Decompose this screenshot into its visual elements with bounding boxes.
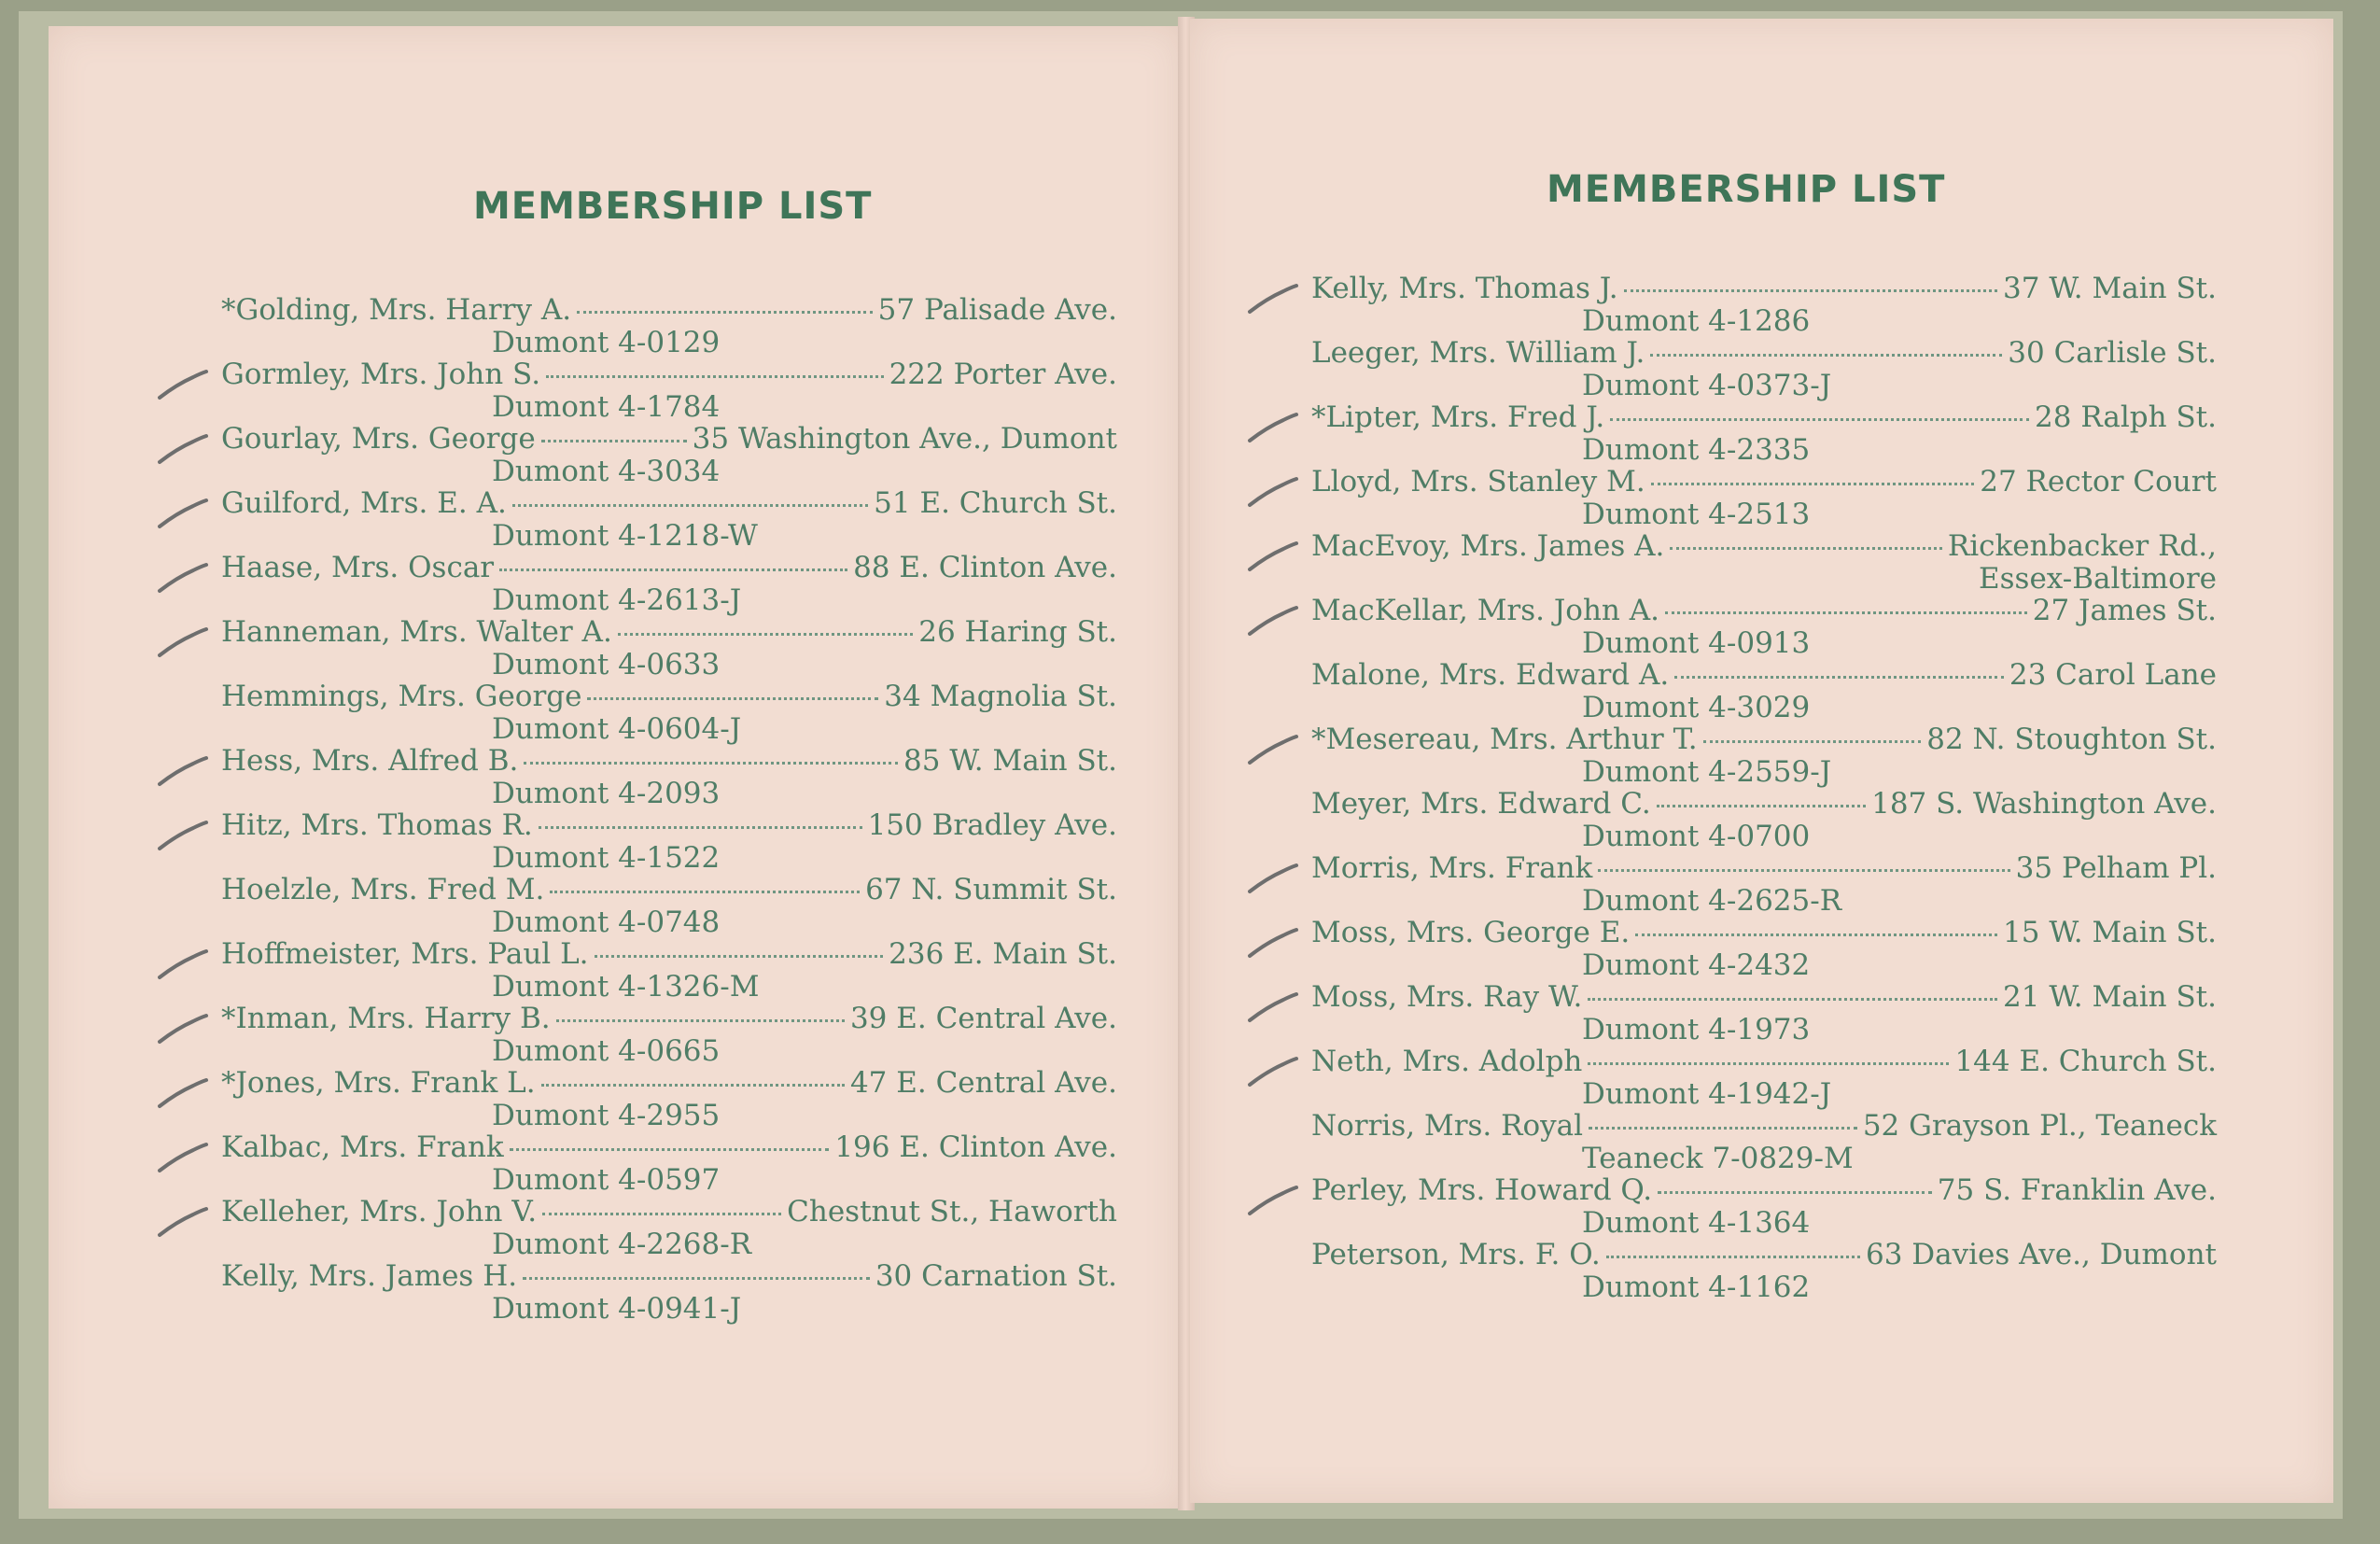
list-item (1311, 271, 2217, 338)
member-name: Guilford, Mrs. E. A. (221, 486, 507, 520)
dotted-leader (1589, 1127, 1857, 1130)
dotted-leader (541, 1084, 845, 1087)
pencil-checkmark-icon (1246, 915, 1302, 961)
dotted-leader (541, 440, 687, 442)
member-phone: Dumont 4-0129 (492, 326, 721, 359)
dotted-leader (595, 955, 884, 958)
member-address: 34 Magnolia St. (884, 680, 1117, 713)
member-phone: Dumont 4-1286 (1582, 304, 1811, 338)
list-item (1311, 915, 2217, 982)
entry-line (221, 292, 1117, 328)
list-item (221, 614, 1117, 679)
member-phone: Dumont 4-3029 (1582, 691, 1811, 724)
member-address: 187 S. Washington Ave. (1871, 787, 2217, 821)
member-name: Hess, Mrs. Alfred B. (221, 744, 519, 778)
member-name: Perley, Mrs. Howard Q. (1311, 1173, 1653, 1207)
member-phone: Dumont 4-1522 (492, 841, 721, 875)
pencil-checkmark-icon (1246, 400, 1302, 446)
member-address: 88 E. Clinton Ave. (853, 551, 1117, 584)
dotted-leader (577, 311, 873, 314)
entry-line (221, 1194, 1117, 1229)
dotted-leader (1635, 933, 1997, 936)
member-name: Kelly, Mrs. James H. (221, 1259, 518, 1293)
member-address: 26 Haring St. (918, 615, 1117, 649)
pencil-checkmark-icon (1246, 1172, 1302, 1219)
dotted-leader (510, 1148, 830, 1151)
entry-line (1311, 271, 2217, 306)
member-phone: Dumont 4-2093 (492, 777, 721, 810)
member-address: 28 Ralph St. (2035, 400, 2217, 434)
member-phone: Dumont 4-2955 (492, 1099, 721, 1132)
pencil-checkmark-icon (156, 357, 212, 403)
dotted-leader (1658, 1191, 1932, 1194)
entry-line (1311, 979, 2217, 1015)
dotted-leader (1650, 354, 2002, 357)
member-address: 236 E. Main St. (889, 937, 1117, 971)
member-address: 222 Porter Ave. (889, 358, 1117, 391)
member-name: Kelleher, Mrs. John V. (221, 1195, 538, 1228)
pencil-checkmark-icon (156, 743, 212, 790)
member-name: Haase, Mrs. Oscar (221, 551, 495, 584)
entry-line (1311, 657, 2217, 693)
list-item (1311, 464, 2217, 531)
entry-line (221, 872, 1117, 907)
list-item (221, 485, 1117, 553)
dotted-leader (1610, 418, 2029, 421)
list-item (1311, 593, 2217, 660)
member-name: Kelly, Mrs. Thomas J. (1311, 272, 1618, 305)
member-name: Kalbac, Mrs. Frank (221, 1130, 504, 1164)
member-phone: Dumont 4-2268-R (492, 1228, 752, 1261)
member-name: Lloyd, Mrs. Stanley M. (1311, 465, 1645, 498)
member-phone: Teaneck 7-0829-M (1582, 1142, 1854, 1175)
list-item (221, 807, 1117, 875)
dotted-leader (546, 375, 884, 378)
dotted-leader (523, 1277, 870, 1280)
dotted-leader (499, 568, 847, 571)
member-address: 82 N. Stoughton St. (1926, 723, 2217, 756)
list-item (221, 292, 1117, 357)
dotted-leader (1670, 547, 1942, 550)
dotted-leader (1624, 289, 1997, 292)
list-item (1311, 528, 2217, 596)
member-name: Morris, Mrs. Frank (1311, 851, 1593, 885)
member-phone: Dumont 4-2613-J (492, 583, 742, 617)
member-phone: Dumont 4-1973 (1582, 1013, 1811, 1046)
member-name: Moss, Mrs. Ray W. (1311, 980, 1583, 1014)
entry-line (221, 936, 1117, 972)
dotted-leader (1606, 1256, 1860, 1258)
dotted-leader (1588, 998, 1997, 1001)
list-item (221, 1258, 1117, 1326)
list-item (1311, 335, 2217, 400)
member-address: 27 James St. (2032, 594, 2217, 627)
member-phone: Dumont 4-0700 (1582, 820, 1811, 853)
member-phone: Dumont 4-1162 (1582, 1270, 1811, 1304)
member-address: 63 Davies Ave., Dumont (1865, 1238, 2217, 1271)
entry-line (1311, 1172, 2217, 1208)
member-address: 35 Pelham Pl. (2015, 851, 2217, 885)
list-item (221, 1194, 1117, 1261)
entry-line (221, 550, 1117, 585)
dotted-leader (524, 762, 898, 765)
entry-line (221, 807, 1117, 843)
dotted-leader (587, 697, 878, 700)
entry-line (221, 1130, 1117, 1165)
member-name: Neth, Mrs. Adolph (1311, 1045, 1583, 1078)
list-item (221, 679, 1117, 746)
entry-line (221, 679, 1117, 714)
membership-list (221, 292, 1117, 1326)
list-item (1311, 850, 2217, 918)
list-item (1311, 1172, 2217, 1240)
member-phone: Dumont 4-0665 (492, 1034, 721, 1068)
pencil-checkmark-icon (156, 550, 212, 597)
member-address: 75 S. Franklin Ave. (1937, 1173, 2217, 1207)
member-address: 30 Carnation St. (875, 1259, 1117, 1293)
entry-line (221, 614, 1117, 650)
member-phone: Dumont 4-1784 (492, 390, 721, 424)
member-phone: Dumont 4-1326-M (492, 970, 760, 1004)
member-phone: Dumont 4-1942-J (1582, 1077, 1832, 1111)
member-address: 150 Bradley Ave. (867, 808, 1117, 842)
member-name: Hitz, Mrs. Thomas R. (221, 808, 533, 842)
pencil-checkmark-icon (156, 807, 212, 854)
member-phone: Dumont 4-2432 (1582, 948, 1811, 982)
entry-line (1311, 400, 2217, 435)
entry-line (1311, 850, 2217, 886)
dotted-leader (556, 1019, 845, 1022)
member-address: 39 E. Central Ave. (849, 1002, 1117, 1035)
pencil-checkmark-icon (156, 1194, 212, 1241)
member-name: Hoffmeister, Mrs. Paul L. (221, 937, 589, 971)
member-phone: Dumont 4-0597 (492, 1163, 721, 1197)
pencil-checkmark-icon (156, 485, 212, 532)
dotted-leader (1665, 611, 2027, 614)
dotted-leader (550, 891, 860, 893)
member-name: *Lipter, Mrs. Fred J. (1311, 400, 1605, 434)
pencil-checkmark-icon (156, 1130, 212, 1176)
member-phone: Dumont 4-1218-W (492, 519, 758, 553)
entry-line (1311, 786, 2217, 821)
entry-line (221, 485, 1117, 521)
list-item (221, 357, 1117, 424)
entry-line (221, 1001, 1117, 1036)
member-address: 144 E. Church St. (1954, 1045, 2217, 1078)
pencil-checkmark-icon (156, 1001, 212, 1047)
entry-line (1311, 593, 2217, 628)
list-item (1311, 786, 2217, 853)
left-page (49, 26, 1183, 1509)
entry-line (221, 421, 1117, 456)
list-item (221, 1130, 1117, 1197)
member-phone: Dumont 4-0633 (492, 648, 721, 681)
pencil-checkmark-icon (156, 1065, 212, 1112)
member-name: Gourlay, Mrs. George (221, 422, 536, 456)
membership-list (1311, 271, 2217, 1304)
member-address: 30 Carlisle St. (2008, 336, 2217, 370)
member-name: Gormley, Mrs. John S. (221, 358, 541, 391)
pencil-checkmark-icon (1246, 979, 1302, 1026)
member-phone: Dumont 4-3034 (492, 455, 721, 488)
member-phone: Dumont 4-1364 (1582, 1206, 1811, 1240)
member-name: Malone, Mrs. Edward A. (1311, 658, 1670, 692)
entry-line (1311, 915, 2217, 950)
member-phone: Dumont 4-0373-J (1582, 369, 1832, 402)
list-item (1311, 722, 2217, 789)
member-name: Norris, Mrs. Royal (1311, 1109, 1584, 1143)
member-phone: Dumont 4-2335 (1582, 433, 1811, 467)
member-address: 47 E. Central Ave. (849, 1066, 1117, 1100)
member-address: 67 N. Summit St. (865, 873, 1117, 906)
page-heading: MEMBERSHIP LIST (1547, 168, 1946, 211)
member-phone: Dumont 4-0913 (1582, 626, 1811, 660)
dotted-leader (542, 1213, 781, 1215)
member-phone: Dumont 4-0748 (492, 905, 721, 939)
member-name: Peterson, Mrs. F. O. (1311, 1238, 1601, 1271)
pencil-checkmark-icon (1246, 1044, 1302, 1090)
list-item (221, 550, 1117, 617)
member-name: Moss, Mrs. George E. (1311, 916, 1631, 949)
member-phone: Dumont 4-0604-J (492, 712, 742, 746)
member-address: Chestnut St., Haworth (787, 1195, 1117, 1228)
member-address: 85 W. Main St. (903, 744, 1117, 778)
list-item (1311, 400, 2217, 467)
member-phone: Dumont 4-2513 (1582, 498, 1811, 531)
list-item (221, 872, 1117, 939)
member-name: *Jones, Mrs. Frank L. (221, 1066, 536, 1100)
member-address: 57 Palisade Ave. (877, 293, 1117, 327)
list-item (221, 421, 1117, 488)
list-item (1311, 1044, 2217, 1111)
entry-line (221, 1065, 1117, 1101)
list-item (221, 1001, 1117, 1068)
list-item (1311, 1237, 2217, 1304)
entry-line (1311, 464, 2217, 499)
dotted-leader (1651, 483, 1974, 485)
dotted-leader (512, 504, 868, 507)
pencil-checkmark-icon (1246, 722, 1302, 768)
right-page (1190, 19, 2333, 1503)
list-item (221, 936, 1117, 1004)
member-name: MacKellar, Mrs. John A. (1311, 594, 1659, 627)
list-item (221, 743, 1117, 810)
dotted-leader (1657, 805, 1866, 807)
list-item (1311, 1108, 2217, 1175)
pencil-checkmark-icon (1246, 528, 1302, 575)
pencil-checkmark-icon (1246, 271, 1302, 317)
pencil-checkmark-icon (156, 614, 212, 661)
dotted-leader (1598, 869, 2009, 872)
member-name: MacEvoy, Mrs. James A. (1311, 529, 1665, 563)
member-name: Hoelzle, Mrs. Fred M. (221, 873, 545, 906)
pencil-checkmark-icon (1246, 850, 1302, 897)
member-name: Leeger, Mrs. William J. (1311, 336, 1645, 370)
pencil-checkmark-icon (1246, 464, 1302, 511)
page-heading: MEMBERSHIP LIST (473, 185, 873, 228)
entry-line (221, 357, 1117, 392)
member-phone: Essex-Baltimore (1979, 562, 2217, 596)
member-address: Rickenbacker Rd., (1947, 529, 2217, 563)
pencil-checkmark-icon (156, 936, 212, 983)
list-item (1311, 657, 2217, 722)
member-address: 15 W. Main St. (2003, 916, 2217, 949)
dotted-leader (618, 633, 913, 636)
dotted-leader (1703, 740, 1922, 743)
entry-line (1311, 1237, 2217, 1272)
entry-line (1311, 722, 2217, 757)
member-phone: Dumont 4-2559-J (1582, 755, 1832, 789)
list-item (1311, 979, 2217, 1044)
list-item (221, 1065, 1117, 1130)
member-address: 51 E. Church St. (874, 486, 1117, 520)
member-address: 196 E. Clinton Ave. (834, 1130, 1117, 1164)
member-name: *Golding, Mrs. Harry A. (221, 293, 572, 327)
entry-line (1311, 528, 2217, 564)
pencil-checkmark-icon (156, 421, 212, 468)
entry-line (1311, 335, 2217, 371)
entry-line (221, 1258, 1117, 1294)
member-address: 37 W. Main St. (2003, 272, 2217, 305)
member-address: 35 Washington Ave., Dumont (692, 422, 1117, 456)
member-phone: Dumont 4-2625-R (1582, 884, 1842, 918)
member-name: *Mesereau, Mrs. Arthur T. (1311, 723, 1698, 756)
member-name: Meyer, Mrs. Edward C. (1311, 787, 1651, 821)
member-name: *Inman, Mrs. Harry B. (221, 1002, 551, 1035)
member-address: 27 Rector Court (1980, 465, 2217, 498)
dotted-leader (1674, 676, 2004, 679)
member-name: Hanneman, Mrs. Walter A. (221, 615, 612, 649)
entry-line (221, 743, 1117, 779)
pencil-checkmark-icon (1246, 593, 1302, 639)
dotted-leader (539, 826, 862, 829)
entry-line (1311, 1108, 2217, 1144)
member-address: 23 Carol Lane (2009, 658, 2217, 692)
member-address: 21 W. Main St. (2003, 980, 2217, 1014)
dotted-leader (1588, 1062, 1949, 1065)
member-address: 52 Grayson Pl., Teaneck (1862, 1109, 2217, 1143)
member-phone: Dumont 4-0941-J (492, 1292, 742, 1326)
entry-line (1311, 1044, 2217, 1079)
member-name: Hemmings, Mrs. George (221, 680, 582, 713)
